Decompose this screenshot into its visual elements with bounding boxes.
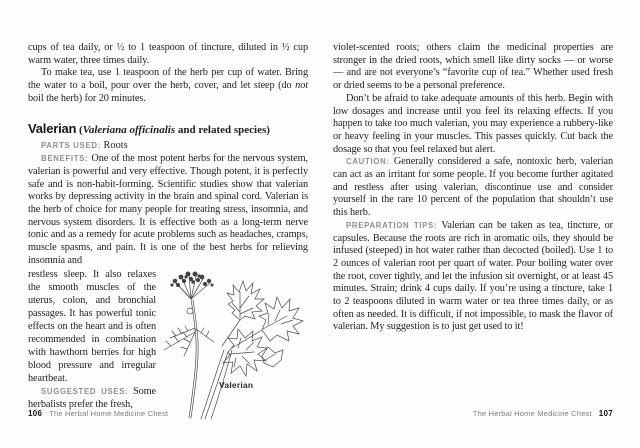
left-page — [28, 42, 308, 420]
preparation-tips-label: PREPARATION TIPS: — [346, 220, 438, 230]
suggested-uses-text: Some herbalists prefer the fresh, — [28, 386, 157, 411]
preparation-tips-paragraph — [333, 220, 613, 334]
caution-paragraph — [333, 156, 613, 220]
lobed-leaf-lower — [223, 329, 267, 376]
tea-instructions-text-b: boil the herb) for 20 minutes. — [28, 92, 146, 104]
herb-latin-name: Valeriana officinalis — [82, 123, 176, 136]
paragraph-dosage-advice: Don’t be afraid to take adequate amounts of this herb. Begin with low dosages and increase until you feel its relaxing effects. If you happen to take too much valerian, you may experience a rubbery-like or heavy feeling in your muscles. This passes quickly. Cut back the dosage so that you feel relaxed but alert. — [333, 92, 613, 155]
caution-text: Generally considered a safe, nontoxic herb, valerian can act as an irritant for some people. If you become further agitated and restless after using valerian, discontinue use and consider yourself in the rare 10 percent of the population that shouldn’t use this herb. — [333, 156, 613, 219]
benefits-text: One of the most potent herbs for the nervous system, valerian is powerful and very effective. Though potent, it is perfectly safe and is non-habit-forming. Scientific studies show that valerian works by depressing activity in the brain and spinal cord. Valerian is the herb of choice for many people for treating stress, insomnia, and nervous system disorders. It is effective both as a long-term nerve tonic and as a remedy for acute problems such as headaches, cramps, muscle spasms, and pain. It is one of the best herbs for relieving insomnia and — [28, 153, 308, 266]
herb-paren-open: ( — [76, 123, 83, 136]
stem-node — [187, 308, 193, 314]
herb-name: Valerian — [28, 120, 77, 136]
main-stem — [189, 299, 198, 418]
text-with-illustration — [28, 268, 308, 420]
caution-label: CAUTION: — [346, 157, 390, 167]
tea-instructions-emphasis: not — [295, 80, 308, 92]
herb-paren-rest: and related species) — [175, 123, 270, 136]
suggested-uses-label: SUGGESTED USES: — [41, 387, 129, 397]
small-leaf — [262, 347, 283, 367]
parts-used-label: PARTS USED: — [41, 140, 101, 150]
paragraph-roots-continuation: violet-scented roots; others claim the medicinal properties are stronger in the dried roots, which smell like dirty socks — or worse — and are not everyone’s “favorite cup of tea.” Whether used fresh or dried seems to be a personal preference. — [333, 42, 613, 92]
left-page-footer — [28, 409, 308, 418]
paragraph-dosage-continuation: cups of tea daily, or ½ to 1 teaspoon of tincture, diluted in ½ cup warm water, three times daily. — [28, 42, 308, 66]
right-page — [333, 42, 613, 334]
parts-used-value: Roots — [100, 139, 128, 151]
pinnate-leaves — [164, 326, 214, 356]
benefits-label: BENEFITS: — [41, 154, 89, 164]
benefits-paragraph-wrapped: restless sleep. It also relaxes the smooth muscles of the uterus, colon, and bronchial passages. It has powerful tonic effects on the heart and is often recommended in combination with hawthorn berries for high blood pressure and irregular heartbeat. — [28, 268, 156, 385]
preparation-tips-text: Valerian can be taken as tea, tincture, or capsules. Because the roots are rich in aromatic oils, they should be infused (steeped) in hot water rather than decocted (boiled). Use 1 to 2 ounces of valerian root per quart of water. Pour boiling water over the root, cover tightly, and let the infusion sit overnight, or at least 45 minutes. Strain; drink 4 cups daily. If you’re using a tincture, take 1 to 2 teaspoons diluted in warm water or tea three times daily, or as often as needed. It is difficult, if not impossible, to mask the flavor of valerian. My suggestion is to just get used to it! — [333, 219, 613, 333]
right-page-number: 107 — [598, 409, 613, 418]
valerian-plant-icon — [162, 268, 308, 420]
valerian-illustration — [162, 268, 308, 420]
tea-instructions-text-a: To make tea, use 1 teaspoon of the herb per cup of water. Bring the water to a boil, pour over the herb, cover, and let steep (do — [28, 67, 308, 92]
right-page-footer — [333, 409, 613, 418]
paragraph-tea-instructions — [28, 67, 308, 105]
parts-used-line — [28, 140, 308, 153]
lobed-leaf-upper — [222, 281, 264, 346]
right-running-title: The Herbal Home Medicine Chest — [472, 409, 592, 418]
herb-heading — [28, 119, 308, 137]
illustration-caption: Valerian — [219, 379, 254, 390]
umbel-flowers — [170, 271, 213, 287]
left-running-title: The Herbal Home Medicine Chest — [49, 409, 169, 418]
benefits-paragraph — [28, 153, 308, 267]
left-page-number: 106 — [28, 409, 43, 418]
wrapped-text-column — [28, 268, 156, 412]
suggested-uses-paragraph — [28, 385, 156, 411]
